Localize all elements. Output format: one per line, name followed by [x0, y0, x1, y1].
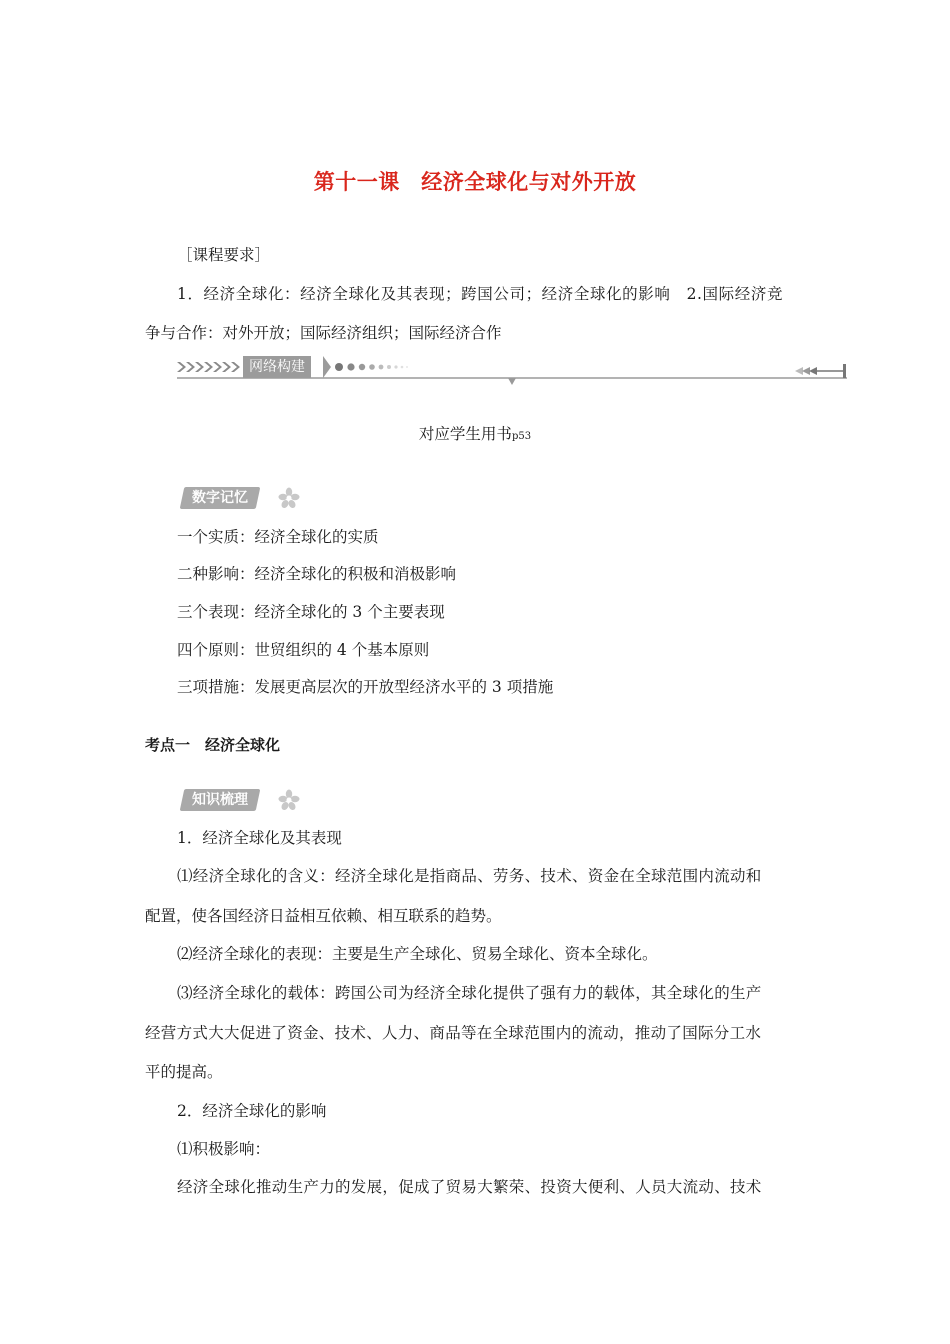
paragraph: 配置，使各国经济日益相互依赖、相互联系的趋势。	[145, 907, 502, 925]
memory-item: 三个表现：经济全球化的 3 个主要表现	[177, 603, 445, 621]
network-tag: 网络构建	[243, 356, 311, 378]
requirements-line-2: 争与合作：对外开放；国际经济组织；国际经济合作	[145, 324, 502, 342]
flower-icon	[278, 487, 300, 509]
paragraph: ⑴经济全球化的含义：经济全球化是指商品、劳务、技术、资金在全球范围内流动和	[177, 867, 762, 885]
page-reference-text: 对应学生用书	[418, 425, 512, 443]
page-reference-number: p53	[511, 431, 532, 442]
paragraph: 经济全球化推动生产力的发展，促成了贸易大繁荣、投资大便利、人员大流动、技术	[177, 1178, 762, 1196]
paragraph: ⑵经济全球化的表现：主要是生产全球化、贸易全球化、资本全球化。	[177, 945, 658, 963]
item-1-title: 1．经济全球化及其表现	[177, 829, 342, 847]
memory-badge-label: 数字记忆	[192, 490, 248, 506]
requirements-header: ［课程要求］	[177, 246, 271, 264]
paragraph: ⑴积极影响：	[177, 1140, 271, 1158]
paragraph: 经营方式大大促进了资金、技术、人力、商品等在全球范围内的流动，推动了国际分工水	[145, 1024, 762, 1042]
memory-item: 三项措施：发展更高层次的开放型经济水平的 3 项措施	[177, 678, 554, 696]
network-bar	[177, 356, 849, 386]
memory-badge	[180, 487, 261, 509]
knowledge-badge	[180, 789, 261, 811]
memory-item: 一个实质：经济全球化的实质	[177, 528, 379, 546]
flower-icon	[278, 789, 300, 811]
requirements-line-1: 1．经济全球化：经济全球化及其表现；跨国公司；经济全球化的影响 2.国际经济竞	[177, 285, 784, 303]
memory-item: 四个原则：世贸组织的 4 个基本原则	[177, 641, 430, 659]
knowledge-badge-label: 知识梳理	[192, 792, 248, 808]
section-heading: 考点一 经济全球化	[145, 736, 281, 754]
item-2-title: 2．经济全球化的影响	[177, 1102, 327, 1120]
paragraph: 平的提高。	[145, 1063, 223, 1081]
page-title: 第十一课 经济全球化与对外开放	[313, 170, 637, 194]
page-reference	[0, 424, 950, 447]
memory-item: 二种影响：经济全球化的积极和消极影响	[177, 565, 457, 583]
paragraph: ⑶经济全球化的载体：跨国公司为经济全球化提供了强有力的载体，其全球化的生产	[177, 984, 762, 1002]
